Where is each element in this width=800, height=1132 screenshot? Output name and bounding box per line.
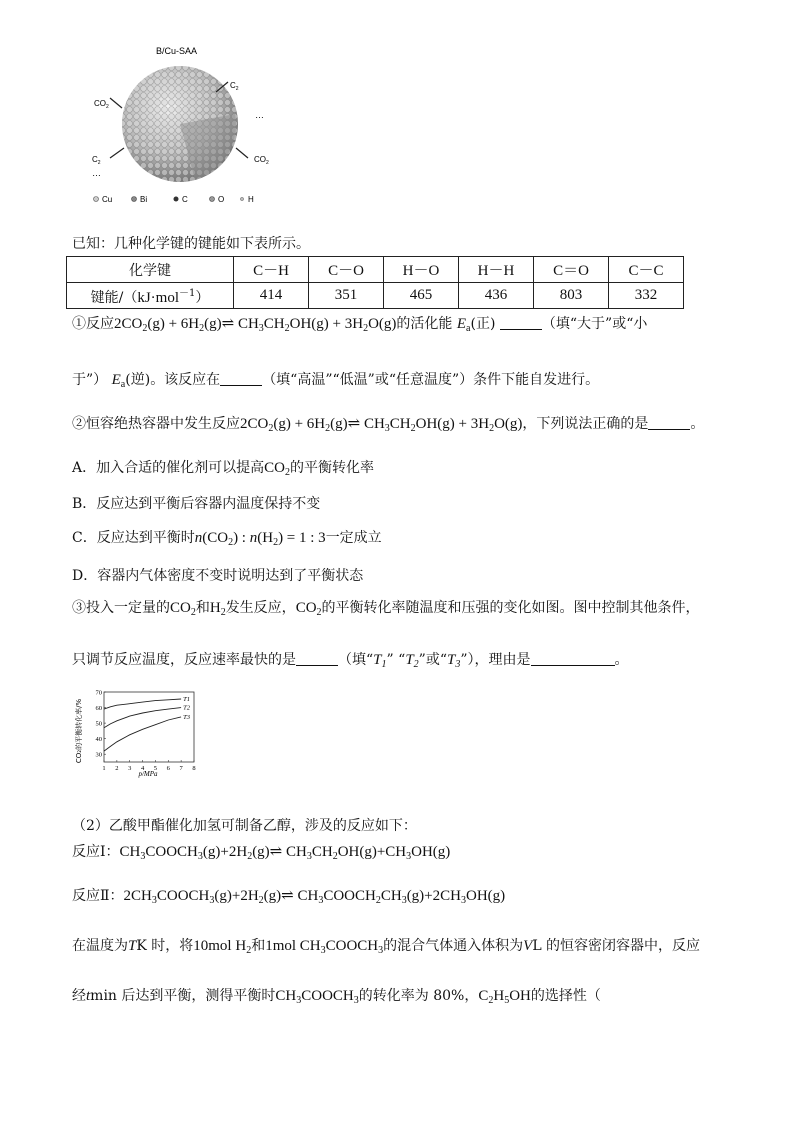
legend-h: H [248, 195, 254, 204]
part2-para-line1: 在温度为TK 时，将10mol $H_2$和1mol $CH_3COOCH_3$的混合气体通入体积为VL 的恒容密闭容器中，反应 [72, 938, 701, 956]
legend-cu: Cu [102, 195, 113, 204]
x-tick-label: 8 [192, 765, 196, 772]
x-tick-label: 6 [166, 765, 170, 772]
dots-left: … [92, 168, 101, 178]
bond-cell: C－H [234, 257, 309, 283]
x-tick-label: 5 [153, 765, 158, 772]
known-text: 已知：几种化学键的键能如下表所示。 [72, 236, 310, 252]
answer-blank[interactable] [220, 371, 262, 386]
legend-bi: Bi [140, 195, 148, 204]
answer-blank[interactable] [500, 315, 542, 330]
q2-option-c[interactable]: C．反应达到平衡时$n(CO_2)$ : $n(H_2) = 1$ : 3一定成立 [72, 530, 382, 548]
part2-para-line2: 经tmin 后达到平衡，测得平衡时$CH_3COOCH_3$的转化率为 80%，$C_2H_5OH$的选择性（ [72, 988, 601, 1006]
part2-intro: （2）乙酸甲酯催化加氢可制备乙醇，涉及的反应如下： [72, 818, 417, 834]
series-line-t3 [104, 717, 181, 751]
table-header-label: 化学键 [67, 257, 234, 283]
catalyst-figure [70, 36, 290, 214]
q2-stem: ②恒容绝热容器中发生反应$2CO_2(g)$ + $6H_2(g)\rightleftharpoons$ $CH_3CH_2OH(g) + 3H_2O(g)$，下列说法正确的是 。 [72, 416, 705, 434]
bond-cell: C－O [309, 257, 384, 283]
table-row-label: 键能/（kJ·mol$^{-1}$） [67, 283, 234, 309]
co2-right-label: $CO_2$ [254, 155, 269, 166]
energy-cell: 436 [459, 283, 534, 309]
chart-xlabel: p/MPa [138, 770, 158, 778]
dots-right: … [255, 110, 264, 120]
q2-option-a[interactable]: A．加入合适的催化剂可以提高$CO_2$的平衡转化率 [72, 460, 374, 478]
y-tick-label: 70 [95, 689, 102, 697]
answer-blank[interactable] [648, 415, 690, 430]
y-tick-label: 30 [95, 751, 102, 759]
q1-line2: 于”） $E_a$(逆)。该反应在 （填“高温”“低温”或“任意温度”）条件下能自发进行。 [72, 372, 600, 390]
x-tick-label: 7 [179, 765, 183, 772]
legend-o: O [218, 195, 225, 204]
catalyst-legend [94, 195, 255, 204]
answer-blank[interactable] [531, 651, 615, 666]
series-label: T1 [183, 696, 191, 703]
q2-option-d[interactable]: D．容器内气体密度不变时说明达到了平衡状态 [72, 568, 364, 584]
reaction-equation: $2CO_2(g)$ + $6H_2(g)\rightleftharpoons$ $CH_3CH_2OH(g) + 3H_2O(g)$ [114, 316, 397, 334]
bond-cell: H－O [384, 257, 459, 283]
series-label: T3 [183, 713, 191, 721]
energy-cell: 465 [384, 283, 459, 309]
co2-left-label: $CO_2$ [94, 99, 109, 110]
energy-cell: 351 [309, 283, 384, 309]
series-line-t1 [104, 699, 181, 709]
reaction-1: 反应Ⅰ：$CH_3COOCH_3(g)+2H_2(g)\rightleftharpoons$ $CH_3CH_2OH(g)+CH_3OH(g)$ [72, 844, 451, 862]
q1-line1: ①反应$2CO_2(g)$ + $6H_2(g)\rightleftharpoons$ $CH_3CH_2OH(g) + 3H_2O(g)$的活化能 $E_a$(正) （填“大于”或“小 [72, 316, 648, 334]
q3-line2: 只调节反应温度，反应速率最快的是 （填“$T_1$” “$T_2$”或“$T_3$”），理由是 。 [72, 652, 629, 670]
legend-c: C [182, 195, 188, 204]
energy-cell: 803 [534, 283, 609, 309]
catalyst-title: B/Cu-SAA [156, 46, 198, 56]
x-tick-label: 1 [102, 765, 106, 772]
c2-right-label: $C_2$ [230, 81, 239, 92]
x-tick-label: 3 [128, 765, 132, 772]
bond-cell: H－H [459, 257, 534, 283]
conversion-chart [70, 686, 210, 778]
x-tick-label: 4 [140, 765, 145, 772]
series-line-t2 [104, 708, 181, 728]
reaction-2: 反应Ⅱ：$2CH_3COOCH_3(g)+2H_2(g)\rightleftharpoons$ $CH_3COOCH_2CH_3(g)+2CH_3OH(g)$ [72, 888, 506, 906]
table-row [67, 283, 684, 309]
x-tick-label: 2 [115, 765, 119, 772]
chart-ylabel: CO₂的平衡转化率/% [75, 698, 83, 764]
q3-line1: ③投入一定量的$CO_2$和$H_2$发生反应，$CO_2$的平衡转化率随温度和压强的变化如图。图中控制其他条件， [72, 600, 700, 618]
bond-energy-table [66, 256, 684, 309]
table-row [67, 257, 684, 283]
q2-option-b[interactable]: B．反应达到平衡后容器内温度保持不变 [72, 496, 321, 512]
series-label: T2 [183, 704, 191, 712]
energy-cell: 414 [234, 283, 309, 309]
y-tick-label: 50 [95, 720, 102, 728]
y-tick-label: 40 [95, 735, 102, 743]
bond-cell: C＝O [534, 257, 609, 283]
energy-cell: 332 [609, 283, 684, 309]
c2-left-label: $C_2$ [92, 155, 101, 166]
bond-cell: C－C [609, 257, 684, 283]
answer-blank[interactable] [296, 651, 338, 666]
y-tick-label: 60 [95, 704, 102, 712]
